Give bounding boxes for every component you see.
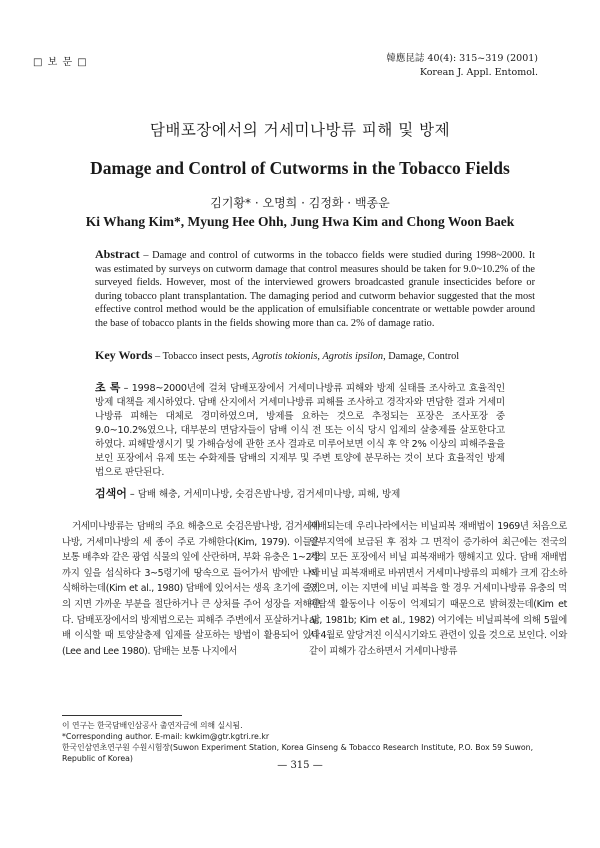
korean-keywords-label: 검색어 xyxy=(95,487,127,500)
abstract-english: Abstract – Damage and control of cutworms in the tobacco fields were studied during 1998~2000. It was estimated by surveys on cutworm damage that control measures should be taken for 9.0~10.2% of the surveyed fields. However, most of the interviewed growers broadcasted granule insecticides before or during tobacco plant transplantation. The damaging period and cutworm behavior suggested that the most effective control method would be the application of emulsifiable concentrate or wettable powder around the base of tobacco plants in the fields showing more than ca. 2% of damage ratio. xyxy=(95,247,536,329)
keywords-text-post: , Damage, Control xyxy=(383,351,460,362)
title-korean: 담배포장에서의 거세미나방류 피해 및 방제 xyxy=(149,121,451,139)
korean-keywords-text: 담배 해충, 거세미나방, 숫검은밤나방, 검거세미나방, 피해, 방제 xyxy=(137,489,401,500)
keywords-label: Key Words xyxy=(95,348,153,362)
keyword-species-1: Agrotis tokionis xyxy=(252,351,318,362)
article-type-label: □ 보 문 □ xyxy=(33,57,88,68)
keywords-sep: , xyxy=(317,351,323,362)
footnote-divider xyxy=(62,715,182,716)
footnote-corresponding-author: *Corresponding author. E-mail: kwkim@gtr.kgtri.re.kr xyxy=(62,732,270,741)
journal-citation xyxy=(386,52,538,80)
footnote-funding: 이 연구는 한국담배인삼공사 출연자금에 의해 실시됨. xyxy=(62,721,243,730)
authors-english: Ki Whang Kim*, Myung Hee Ohh, Jung Hwa Kim and Chong Woon Baek xyxy=(85,214,515,229)
body-column-left: 거세미나방류는 담배의 주요 해충으로 숫검은밤나방, 검거세미나방, 거세미나방의 세 종이 주로 가해한다(Kim, 1979). 이들은 보통 배추와 같은 광엽 식물의 잎에 산란하며, 부화 유충은 1~2령까지 잎을 섭식하다 3~5령기에 땅속으로 들어가서 밤에만 나와 식해하는데(Kim et al., 1980) 담배에 있어서는 생육 초기에 줄기의 지면 가까운 부분을 절단하거나 큰 상처를 주어 성장을 저해한다. 담배포장에서의 방제법으로는 피해주 주변에서 포살하거나 담배 이식할 때 토양살충제 입제를 살포하는 방법이 활용되어 있다(Lee and Lee 1980). 담배는 보통 나지에서 xyxy=(62,521,320,657)
abstract-text: Damage and control of cutworms in the tobacco fields were studied during 1998~2000. It was estimated by surveys on cutworm damage that control measures should be taken for 9.0~10.2% of the surveyed fields. However, most of the interviewed growers broadcasted granule insecticides before or during tobacco plant transplantation. The damaging period and cutworm behavior suggested that the most effective control method would be the application of emulsifiable concentrate or wettable powder around the base of tobacco plants in the fields showing more than ca. 2% of damage ratio. xyxy=(95,250,536,329)
footnotes xyxy=(62,720,567,764)
keywords-text-pre: Tobacco insect pests, xyxy=(162,351,253,362)
journal-name-english: Korean J. Appl. Entomol. xyxy=(419,67,538,78)
keywords-korean: 검색어 – 담배 해충, 거세미나방, 숫검은밤나방, 검거세미나방, 피해, 방제 xyxy=(95,487,401,500)
keyword-species-2: Agrotis ipsilon xyxy=(322,351,384,362)
abstract-korean: 초 록 – 1998~2000년에 걸쳐 담배포장에서 거세미나방류 피해와 방제 실태를 조사하고 효율적인 방제 대책을 제시하였다. 담배 산지에서 거세미나방류 피해를 조사하고 경작자와 면담한 결과 거세미나방류 피해는 대체로 경미하였으며, 방제를 요하는 것으로 추정되는 포장은 조사포장 중 9.0~10.2%였으나, 대부분의 면담자들이 담배 이식 전 또는 이식 당시 입제의 살충제를 살포한다고 하였다. 피해발생시기 및 가해습성에 관한 조사 결과로 미루어보면 이식 후 약 2% 이상의 피해주율을 보인 포장에서 유제 또는 수화제를 담배의 지제부 및 주변 토양에 분무하는 것이 보다 효율적인 방제법으로 판단된다. xyxy=(95,381,506,478)
page-number: — 315 — xyxy=(277,760,323,771)
korean-abstract-label: 초 록 xyxy=(95,381,121,394)
keywords-english: Key Words – Tobacco insect pests, Agrotis tokionis, Agrotis ipsilon, Damage, Control xyxy=(95,348,460,362)
korean-abstract-text: 1998~2000년에 걸쳐 담배포장에서 거세미나방류 피해와 방제 실태를 조사하고 효율적인 방제 대책을 제시하였다. 담배 산지에서 거세미나방류 피해를 조사하고 경작자와 면담한 결과 거세미나방류 피해는 대체로 경미하였으며, 방제를 요하는 것으로 추정되는 포장은 조사포장 중 9.0~10.2%였으나, 대부분의 면담자들이 담배 이식 전 또는 이식 당시 입제의 살충제를 살포한다고 하였다. 피해발생시기 및 가해습성에 관한 조사 결과로 미루어보면 이식 후 약 2% 이상의 피해주율을 보인 포장에서 유제 또는 수화제를 담배의 지제부 및 주변 토양에 분무하는 것이 보다 효율적인 방제법으로 판단된다. xyxy=(95,383,506,478)
authors-korean: 김기황* · 오명희 · 김정화 · 백종운 xyxy=(210,196,390,210)
journal-citation-korean: 韓應昆誌 40(4): 315~319 (2001) xyxy=(386,53,538,64)
footnote-affiliation: 한국인삼연초연구원 수원시험장(Suwon Experiment Station, Korea Ginseng & Tobacco Research Institute, P.O. Box 59 Suwon, Republic of Korea) xyxy=(62,743,534,763)
body-column-right: 재배되는데 우리나라에서는 비닐피복 재배법이 1969년 처음으로 일부지역에 보급된 후 점차 그 면적이 증가하여 최근에는 전국의 거의 모든 포장에서 비닐 피복재배가 행해지고 있다. 담배 재배법이 비닐 피복재배로 바뀌면서 거세미나방류의 피해가 크게 감소하였으며, 이는 지면에 비닐 피복을 할 경우 거세미나방류 유충의 먹이탐색 활동이나 이동이 억제되기 때문으로 밝혀졌는데(Kim et al., 1981b; Kim et al., 1982) 여기에는 비닐피복에 의해 5월에서 4월로 앞당겨진 이식시기와도 관련이 있을 것으로 보인다. 이와 같이 피해가 감소하면서 거세미나방류 xyxy=(309,521,567,657)
title-english: Damage and Control of Cutworms in the Tobacco Fields xyxy=(90,158,510,178)
abstract-label: Abstract xyxy=(95,247,140,261)
